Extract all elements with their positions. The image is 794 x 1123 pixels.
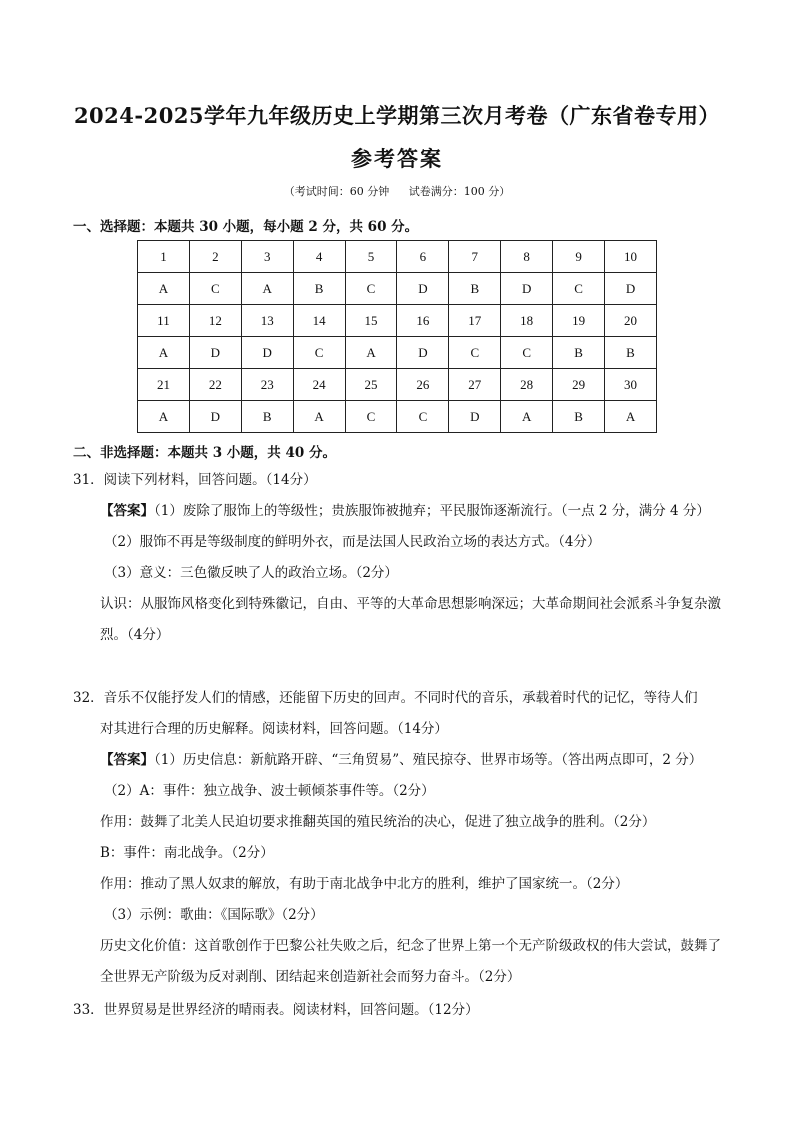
answer-table-cell: C	[449, 337, 501, 369]
answer-table-cell: 15	[345, 305, 397, 337]
answer-table-cell: A	[138, 401, 190, 433]
answer-table-cell: 29	[553, 369, 605, 401]
answer-table-cell: D	[605, 273, 657, 305]
section-2-heading: 二、非选择题：本题共 3 小题，共 40 分。	[73, 445, 336, 461]
answer-table-cell: C	[501, 337, 553, 369]
answer-table-cell: D	[449, 401, 501, 433]
q33-stem: 33．世界贸易是世界经济的晴雨表。阅读材料，回答问题。（12分）	[73, 1002, 479, 1018]
answer-table-cell: A	[138, 337, 190, 369]
answer-table-cell: 7	[449, 241, 501, 273]
answer-table-cell: 19	[553, 305, 605, 337]
answer-table-cell: 8	[501, 241, 553, 273]
answer-table-cell: A	[605, 401, 657, 433]
q31-answer-2: （2）服饰不再是等级制度的鲜明外衣，而是法国人民政治立场的表达方式。（4分）	[104, 534, 601, 550]
q32-answer-3: 作用：鼓舞了北美人民迫切要求推翻英国的殖民统治的决心，促进了独立战争的胜利。（2分）	[100, 814, 656, 830]
answer-table-cell: C	[345, 273, 397, 305]
answer-table-row	[138, 401, 657, 433]
q32-answer-7: 历史文化价值：这首歌创作于巴黎公社失败之后，纪念了世界上第一个无产阶级政权的伟大尝试，鼓舞了全世界无产阶级为反对剥削、团结起来创造新社会而努力奋斗。（2分）	[100, 938, 721, 985]
answer-table-cell: D	[189, 401, 241, 433]
answer-table-row	[138, 273, 657, 305]
answer-table-cell: D	[241, 337, 293, 369]
q31-answer-1: （1）废除了服饰上的等级性；贵族服饰被抛弃；平民服饰逐渐流行。（一点 2 分，满分 4 分）	[154, 503, 710, 519]
exam-info	[0, 183, 794, 199]
answer-table-cell: 16	[397, 305, 449, 337]
answer-table-cell: 13	[241, 305, 293, 337]
answer-table-cell: C	[189, 273, 241, 305]
answer-table	[137, 240, 657, 433]
document-title: 2024-2025学年九年级历史上学期第三次月考卷（广东省卷专用）	[73, 103, 721, 128]
section-1-heading: 一、选择题：本题共 30 小题，每小题 2 分，共 60 分。	[73, 219, 419, 235]
answer-table-cell: A	[241, 273, 293, 305]
document-subtitle: 参考答案	[351, 146, 443, 171]
answer-table-row	[138, 241, 657, 273]
answer-table-cell: 21	[138, 369, 190, 401]
q32-answer-1: （1）历史信息：新航路开辟、“三角贸易”、殖民掠夺、世界市场等。（答出两点即可，2 分）	[154, 752, 703, 768]
q32-answer-5: 作用：推动了黑人奴隶的解放，有助于南北战争中北方的胜利，维护了国家统一。（2分）	[100, 876, 629, 892]
answer-tag: 【答案】	[100, 752, 154, 768]
answer-table-cell: 24	[293, 369, 345, 401]
answer-table-cell: 17	[449, 305, 501, 337]
exam-time: （考试时间：60 分钟	[283, 185, 390, 198]
answer-table-row	[138, 369, 657, 401]
answer-table-cell: D	[189, 337, 241, 369]
q32-stem-line-1: 32．音乐不仅能抒发人们的情感，还能留下历史的回声。不同时代的音乐，承载着时代的记忆，等待人们	[73, 690, 698, 706]
answer-table-cell: 23	[241, 369, 293, 401]
answer-table-cell: 14	[293, 305, 345, 337]
answer-table-cell: 22	[189, 369, 241, 401]
answer-table-cell: 25	[345, 369, 397, 401]
exam-score: 试卷满分：100 分）	[408, 185, 511, 198]
q31-answer-3: （3）意义：三色徽反映了人的政治立场。（2分）	[104, 565, 398, 581]
q32-stem-line-2: 对其进行合理的历史解释。阅读材料，回答问题。（14分）	[100, 721, 448, 737]
answer-table-cell: 3	[241, 241, 293, 273]
answer-table-cell: 4	[293, 241, 345, 273]
q31-stem: 31．阅读下列材料，回答问题。（14分）	[73, 472, 317, 488]
answer-table-cell: C	[553, 273, 605, 305]
answer-table-cell: C	[397, 401, 449, 433]
answer-table-cell: 27	[449, 369, 501, 401]
answer-table-cell: D	[397, 337, 449, 369]
answer-table-cell: 30	[605, 369, 657, 401]
answer-table-cell: A	[138, 273, 190, 305]
answer-tag: 【答案】	[100, 503, 154, 519]
answer-table-cell: C	[345, 401, 397, 433]
answer-table-cell: C	[293, 337, 345, 369]
answer-table-cell: B	[449, 273, 501, 305]
answer-table-cell: 20	[605, 305, 657, 337]
answer-table-cell: B	[293, 273, 345, 305]
answer-table-cell: 6	[397, 241, 449, 273]
answer-table-cell: B	[553, 401, 605, 433]
answer-table-cell: 26	[397, 369, 449, 401]
answer-table-cell: A	[345, 337, 397, 369]
answer-table-cell: 11	[138, 305, 190, 337]
answer-table-row	[138, 305, 657, 337]
answer-table-cell: D	[397, 273, 449, 305]
answer-table-cell: 18	[501, 305, 553, 337]
answer-table-cell: 2	[189, 241, 241, 273]
answer-table-cell: A	[501, 401, 553, 433]
answer-table-cell: 28	[501, 369, 553, 401]
answer-table-cell: 9	[553, 241, 605, 273]
answer-table-cell: B	[241, 401, 293, 433]
answer-table-cell: B	[605, 337, 657, 369]
q31-answer-4: 认识：从服饰风格变化到特殊徽记，自由、平等的大革命思想影响深远；大革命期间社会派系斗争复杂激烈。（4分）	[100, 596, 721, 643]
q32-answer-4: B：事件：南北战争。（2分）	[100, 845, 274, 861]
answer-table-cell: 12	[189, 305, 241, 337]
answer-table-cell: 5	[345, 241, 397, 273]
answer-table-cell: 1	[138, 241, 190, 273]
q32-answer-6: （3）示例：歌曲：《国际歌》（2分）	[104, 907, 324, 923]
q32-answer-2: （2）A：事件：独立战争、波士顿倾茶事件等。（2分）	[104, 783, 435, 799]
q31-answer-line-1	[100, 496, 710, 527]
answer-table-cell: D	[501, 273, 553, 305]
q32-answer-line-1	[100, 745, 702, 776]
answer-table-cell: A	[293, 401, 345, 433]
answer-table-cell: B	[553, 337, 605, 369]
answer-table-cell: 10	[605, 241, 657, 273]
answer-table-row	[138, 337, 657, 369]
